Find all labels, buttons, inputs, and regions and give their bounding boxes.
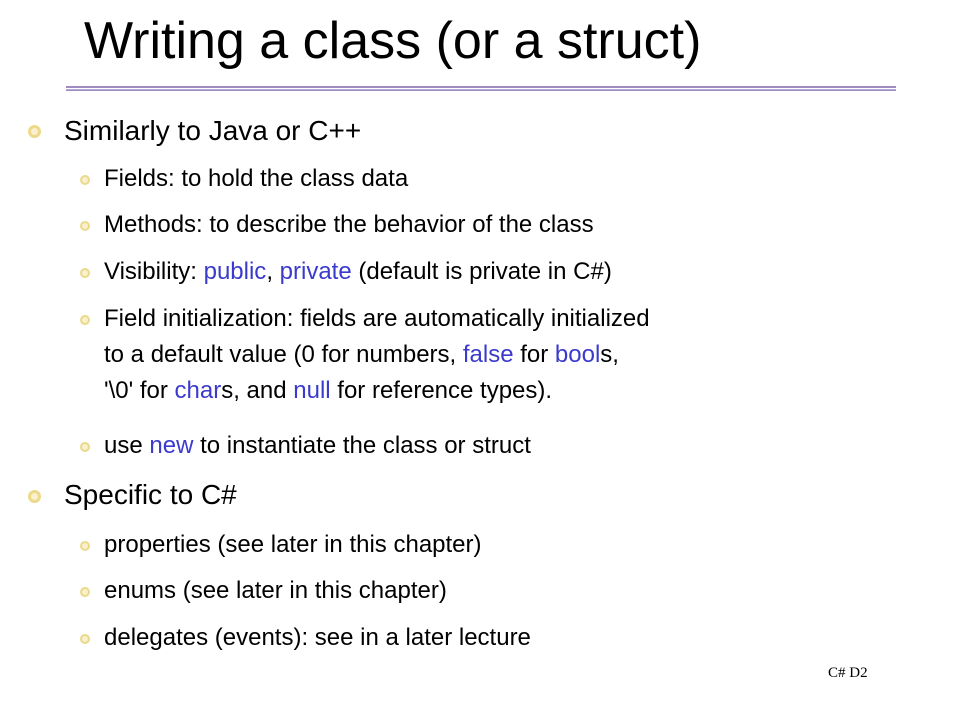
visibility-comma: , <box>266 258 280 285</box>
field-init-text: s, <box>600 341 619 368</box>
field-init-text: for <box>513 341 555 368</box>
item-visibility <box>104 256 612 288</box>
item-methods: Methods: to describe the behavior of the class <box>104 211 594 238</box>
keyword-private: private <box>279 258 352 285</box>
keyword-new: new <box>149 432 194 459</box>
bullet-icon <box>28 490 41 503</box>
visibility-suffix: (default is private in C#) <box>351 258 612 285</box>
slide-footer: C# D2 <box>828 665 868 681</box>
field-init-text: s, and <box>221 377 294 404</box>
item-field-init-line2 <box>104 339 619 371</box>
use-new-text: to instantiate the class or struct <box>193 432 531 459</box>
keyword-false: false <box>462 341 514 368</box>
title-underline <box>66 86 896 91</box>
item-properties: properties (see later in this chapter) <box>104 531 482 558</box>
sub-bullet-icon <box>80 175 90 185</box>
section2-heading: Specific to C# <box>64 479 237 510</box>
item-field-init-line1: Field initialization: fields are automatically initialized <box>104 305 650 332</box>
sub-bullet-icon <box>80 541 90 551</box>
slide-title: Writing a class (or a struct) <box>84 12 702 70</box>
sub-bullet-icon <box>80 634 90 644</box>
use-new-text: use <box>104 432 150 459</box>
keyword-public: public <box>203 258 267 285</box>
field-init-text: '\0' for <box>104 377 175 404</box>
sub-bullet-icon <box>80 268 90 278</box>
sub-bullet-icon <box>80 315 90 325</box>
item-delegates: delegates (events): see in a later lecture <box>104 624 531 651</box>
field-init-text: to a default value (0 for numbers, <box>104 341 463 368</box>
keyword-char: char <box>174 377 222 404</box>
keyword-null: null <box>293 377 331 404</box>
visibility-prefix: Visibility: <box>104 258 204 285</box>
item-fields: Fields: to hold the class data <box>104 165 409 192</box>
bullet-icon <box>28 125 41 138</box>
section1-heading: Similarly to Java or C++ <box>64 115 362 146</box>
sub-bullet-icon <box>80 587 90 597</box>
item-use-new <box>104 430 531 462</box>
keyword-bool: bool <box>554 341 601 368</box>
item-field-init-line3 <box>104 375 552 407</box>
sub-bullet-icon <box>80 442 90 452</box>
field-init-text: for reference types). <box>330 377 553 404</box>
item-enums: enums (see later in this chapter) <box>104 577 447 604</box>
sub-bullet-icon <box>80 221 90 231</box>
